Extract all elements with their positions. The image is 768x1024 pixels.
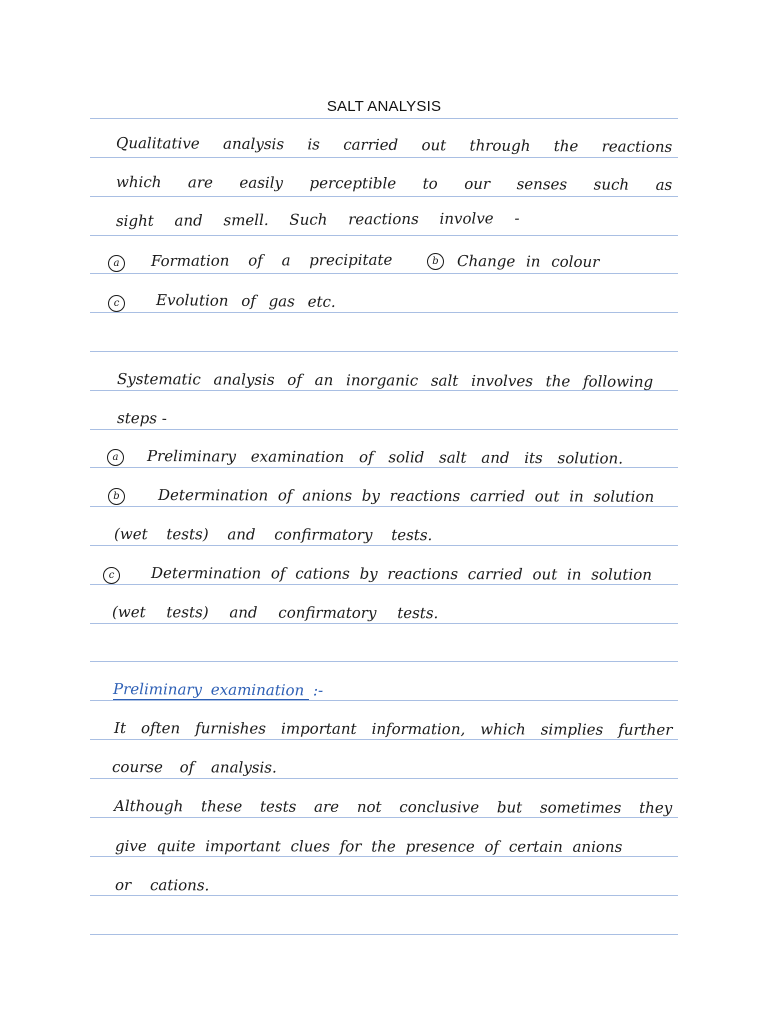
ruled-line [90,351,678,352]
item-marker-a: a [107,449,124,466]
ruled-line [90,157,678,158]
ruled-line [90,700,678,701]
item-marker-b: b [427,253,444,270]
section-heading: Preliminary examination :- [113,680,324,700]
text-line: It often furnishes important information, which simplies further [114,719,673,739]
text-line: Evolution of gas etc. [156,291,336,311]
ruled-line [90,856,678,857]
ruled-line [90,273,678,274]
ruled-line [90,623,678,624]
text-line: give quite important clues for the presence of certain anions [115,837,623,856]
text-line: steps - [117,409,167,428]
text-line: or cations. [115,876,210,895]
text-line: Formation of a precipitate [150,250,393,270]
ruled-line [90,739,678,740]
text-line: Qualitative analysis is carried out through the reactions [116,134,673,156]
text-line: Change in colour [457,252,600,271]
item-marker-c: c [108,295,125,312]
ruled-line [90,235,678,236]
item-marker-c: c [103,567,120,584]
text-line: Preliminary examination of solid salt and its solution. [147,447,624,468]
text-line: Although these tests are not conclusive but sometimes they [114,797,673,817]
text-line: which are easily perceptible to our senses such as [116,173,673,194]
text-line: course of analysis. [112,758,277,777]
ruled-line [90,895,678,896]
ruled-line [90,584,678,585]
text-line: (wet tests) and confirmatory tests. [112,603,439,623]
ruled-line [90,934,678,935]
ruled-line [90,778,678,779]
ruled-line [90,506,678,507]
page-title: SALT ANALYSIS [326,98,442,115]
text-line: Systematic analysis of an inorganic salt involves the following [117,370,654,391]
ruled-line [90,817,678,818]
text-line: Determination of anions by reactions carried out in solution [158,486,655,506]
text-line: (wet tests) and confirmatory tests. [114,525,433,545]
item-marker-b: b [108,488,125,505]
text-line: Determination of cations by reactions carried out in solution [151,564,652,584]
item-marker-a: a [108,255,125,272]
ruled-line [90,196,678,197]
ruled-line [90,312,678,313]
ruled-line [90,118,678,119]
text-line: sight and smell. Such reactions involve - [115,209,520,230]
ruled-line [90,661,678,662]
ruled-line [90,545,678,546]
heading-underline [113,699,309,700]
ruled-line [90,429,678,430]
